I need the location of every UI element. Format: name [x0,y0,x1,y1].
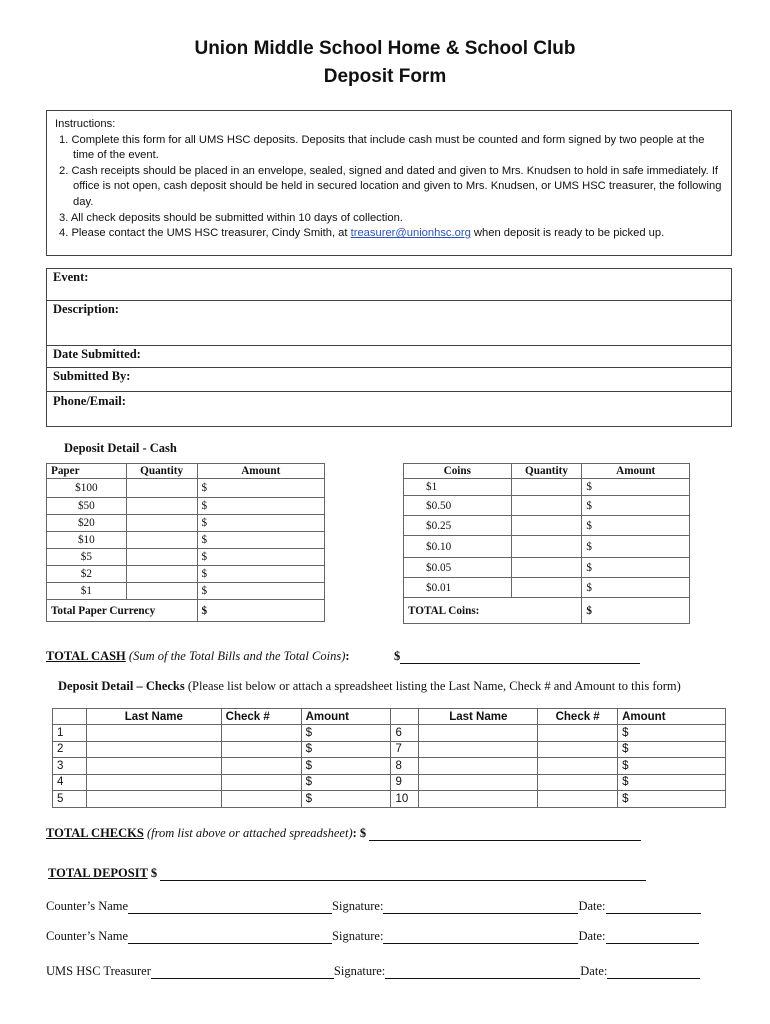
paper-row [47,583,325,600]
counter2-name-label: Counter’s Name [46,929,129,943]
coins-amount-header: Amount [582,464,690,479]
total-cash-line [46,649,350,664]
check-checknum-right[interactable] [538,725,618,742]
coin-amount-cell[interactable]: $ [582,536,690,558]
coin-denomination: $0.50 [404,496,512,516]
instructions-box [46,110,732,256]
coins-header: Coins [404,464,512,479]
paper-denomination: $2 [47,566,127,583]
checks-heading-bold: Deposit Detail – Checks [58,679,185,693]
coin-quantity-cell[interactable] [511,496,582,516]
check-lastname-left[interactable] [86,791,221,808]
counter2-date-input[interactable] [606,931,699,944]
check-number-left: 2 [53,741,87,758]
paper-amount-cell[interactable]: $ [197,498,324,515]
coin-total-row [404,598,690,624]
coin-denomination: $1 [404,479,512,496]
checks-checknum-header-right: Check # [538,709,618,725]
checks-num-header-left [53,709,87,725]
check-amount-right[interactable]: $ [618,758,726,775]
counter1-name-label: Counter’s Name [46,899,129,913]
paper-amount-cell[interactable]: $ [197,566,324,583]
counter2-date-label: Date: [578,929,606,943]
coin-row [404,496,690,516]
total-checks-note: (from list above or attached spreadsheet) [146,826,353,840]
check-checknum-right[interactable] [538,758,618,775]
check-amount-left[interactable]: $ [301,774,391,791]
phone-email-field[interactable]: Phone/Email: [53,394,126,408]
checks-num-header-right [391,709,419,725]
paper-quantity-cell[interactable] [126,515,197,532]
check-row [53,791,726,808]
coin-quantity-cell[interactable] [511,536,582,558]
checks-lastname-header-right: Last Name [419,709,538,725]
coin-quantity-cell[interactable] [511,479,582,496]
check-lastname-left[interactable] [86,758,221,775]
form-title: Union Middle School Home & School Club [194,38,576,59]
checks-detail-heading [58,679,681,694]
check-amount-right[interactable]: $ [618,741,726,758]
counter1-date-input[interactable] [606,901,701,914]
coin-quantity-cell[interactable] [511,578,582,598]
coins-table [403,463,690,624]
coin-amount-cell[interactable]: $ [582,516,690,536]
paper-header: Paper [47,464,127,479]
coin-row [404,578,690,598]
total-deposit-suffix: $ [147,866,158,880]
checks-heading-rest: (Please list below or attach a spreadsheet listing the Last Name, Check # and Amount to this form) [184,679,681,693]
paper-amount-cell[interactable]: $ [197,583,324,600]
check-number-right: 8 [391,758,419,775]
paper-row [47,515,325,532]
paper-row [47,532,325,549]
coin-total-amount[interactable]: $ [582,598,690,624]
check-number-right: 9 [391,774,419,791]
paper-amount-cell[interactable]: $ [197,515,324,532]
coin-amount-cell[interactable]: $ [582,496,690,516]
paper-quantity-cell[interactable] [126,566,197,583]
coin-denomination: $0.05 [404,558,512,578]
total-cash-dollar: $ [394,649,401,663]
check-checknum-left[interactable] [221,758,301,775]
paper-denomination: $20 [47,515,127,532]
check-checknum-left[interactable] [221,791,301,808]
coin-amount-cell[interactable]: $ [582,578,690,598]
check-amount-left[interactable]: $ [301,791,391,808]
paper-row [47,566,325,583]
check-checknum-right[interactable] [538,774,618,791]
form-subtitle: Deposit Form [323,66,447,87]
total-deposit-label: TOTAL DEPOSIT [48,866,148,880]
check-lastname-right[interactable] [419,741,538,758]
paper-row [47,479,325,498]
check-amount-right[interactable]: $ [618,725,726,742]
total-deposit-line [48,866,646,881]
paper-row [47,549,325,566]
check-row [53,774,726,791]
counter1-signature-row [46,899,701,914]
treasurer-name-label: UMS HSC Treasurer [46,964,151,978]
cash-detail-heading: Deposit Detail - Cash [64,441,177,455]
check-checknum-right[interactable] [538,741,618,758]
check-lastname-left[interactable] [86,741,221,758]
coin-row [404,536,690,558]
paper-amount-cell[interactable]: $ [197,532,324,549]
check-row [53,741,726,758]
treasurer-date-label: Date: [580,964,608,978]
checks-amount-header-right: Amount [618,709,726,725]
coin-denomination: $0.01 [404,578,512,598]
total-checks-line [46,826,641,841]
check-amount-left[interactable]: $ [301,741,391,758]
paper-currency-table [46,463,325,622]
total-cash-note: (Sum of the Total Bills and the Total Coins) [128,649,346,663]
paper-quantity-cell[interactable] [126,549,197,566]
checks-checknum-header-left: Check # [221,709,301,725]
coin-denomination: $0.10 [404,536,512,558]
paper-denomination: $50 [47,498,127,515]
instructions-heading: Instructions: [55,118,116,130]
check-number-left: 1 [53,725,87,742]
counter1-name-input[interactable] [128,901,332,914]
check-number-right: 6 [391,725,419,742]
description-field[interactable]: Description: [47,301,731,346]
total-cash-colon: : [345,649,350,663]
counter1-date-label: Date: [578,899,606,913]
treasurer-signature-input[interactable] [385,966,580,979]
check-lastname-right[interactable] [419,725,538,742]
check-number-left: 4 [53,774,87,791]
counter1-signature-input[interactable] [383,901,578,914]
counter1-signature-label: Signature: [332,899,384,913]
instruction-item-3: 3. All check deposits should be submitted within 10 days of collection. [59,211,403,224]
coin-quantity-cell[interactable] [511,558,582,578]
instruction-item-4-post: when deposit is ready to be picked up. [470,227,665,240]
total-checks-label: TOTAL CHECKS [46,826,144,840]
paper-row [47,498,325,515]
check-checknum-left[interactable] [221,774,301,791]
check-number-right: 10 [391,791,419,808]
check-lastname-left[interactable] [86,725,221,742]
total-checks-suffix: : $ [352,826,367,840]
coins-quantity-header: Quantity [511,464,582,479]
instruction-item-2: 2. Cash receipts should be placed in an envelope, sealed, signed and dated and given to Mrs. Knudsen to hold in safe immediately. If office is not open, cash deposit should be held in secured location and given to Mrs. Knudsen, or UMS HSC treasurer, the following day. [59,164,722,208]
paper-amount-header: Amount [197,464,324,479]
paper-denomination: $1 [47,583,127,600]
coin-amount-cell[interactable]: $ [582,558,690,578]
paper-quantity-cell[interactable] [126,479,197,498]
check-number-left: 3 [53,758,87,775]
coin-row [404,516,690,536]
paper-total-row [47,600,325,622]
paper-quantity-cell[interactable] [126,532,197,549]
paper-quantity-cell[interactable] [126,498,197,515]
coin-total-label: TOTAL Coins: [404,598,582,624]
check-checknum-right[interactable] [538,791,618,808]
paper-total-amount[interactable]: $ [197,600,324,622]
check-amount-left[interactable]: $ [301,725,391,742]
coin-row [404,558,690,578]
coin-row [404,479,690,496]
check-checknum-left[interactable] [221,725,301,742]
treasurer-signature-row [46,964,700,979]
date-submitted-field[interactable]: Date Submitted: [47,346,731,368]
check-number-left: 5 [53,791,87,808]
coin-denomination: $0.25 [404,516,512,536]
treasurer-email-link[interactable]: treasurer@unionhsc.org [350,227,471,240]
instruction-item-4 [55,226,723,242]
checks-amount-header-left: Amount [301,709,391,725]
paper-quantity-cell[interactable] [126,583,197,600]
treasurer-signature-label: Signature: [333,964,386,978]
check-row [53,725,726,742]
treasurer-date-input[interactable] [607,966,700,979]
counter2-signature-input[interactable] [383,931,578,944]
paper-denomination: $100 [47,479,127,498]
total-cash-input-line[interactable] [400,651,640,664]
counter2-name-input[interactable] [128,931,332,944]
coin-quantity-cell[interactable] [511,516,582,536]
check-lastname-right[interactable] [419,758,538,775]
check-amount-right[interactable]: $ [618,774,726,791]
paper-quantity-header: Quantity [126,464,197,479]
instruction-item-4-pre: 4. Please contact the UMS HSC treasurer, Cindy Smith, at [59,227,351,240]
counter2-signature-row [46,929,699,944]
paper-amount-cell[interactable]: $ [197,549,324,566]
check-lastname-right[interactable] [419,791,538,808]
check-amount-right[interactable]: $ [618,791,726,808]
paper-denomination: $10 [47,532,127,549]
submitted-by-field[interactable]: Submitted By: [47,368,731,392]
paper-denomination: $5 [47,549,127,566]
checks-lastname-header-left: Last Name [86,709,221,725]
event-field[interactable]: Event: [47,269,731,301]
check-lastname-left[interactable] [86,774,221,791]
instruction-item-1: 1. Complete this form for all UMS HSC deposits. Deposits that include cash must be counted and form signed by two people at the time of the event. [59,133,705,162]
check-row [53,758,726,775]
event-info-box [46,268,732,427]
check-lastname-right[interactable] [419,774,538,791]
check-number-right: 7 [391,741,419,758]
total-deposit-input-line[interactable] [160,868,646,881]
checks-table [52,708,726,808]
paper-amount-cell[interactable]: $ [197,479,324,498]
total-checks-input-line[interactable] [369,828,641,841]
total-cash-amount [394,649,640,664]
total-cash-label: TOTAL CASH [46,649,126,663]
treasurer-name-input[interactable] [151,966,334,979]
coin-amount-cell[interactable]: $ [582,479,690,496]
counter2-signature-label: Signature: [332,929,384,943]
check-amount-left[interactable]: $ [301,758,391,775]
paper-total-label: Total Paper Currency [47,600,198,622]
check-checknum-left[interactable] [221,741,301,758]
